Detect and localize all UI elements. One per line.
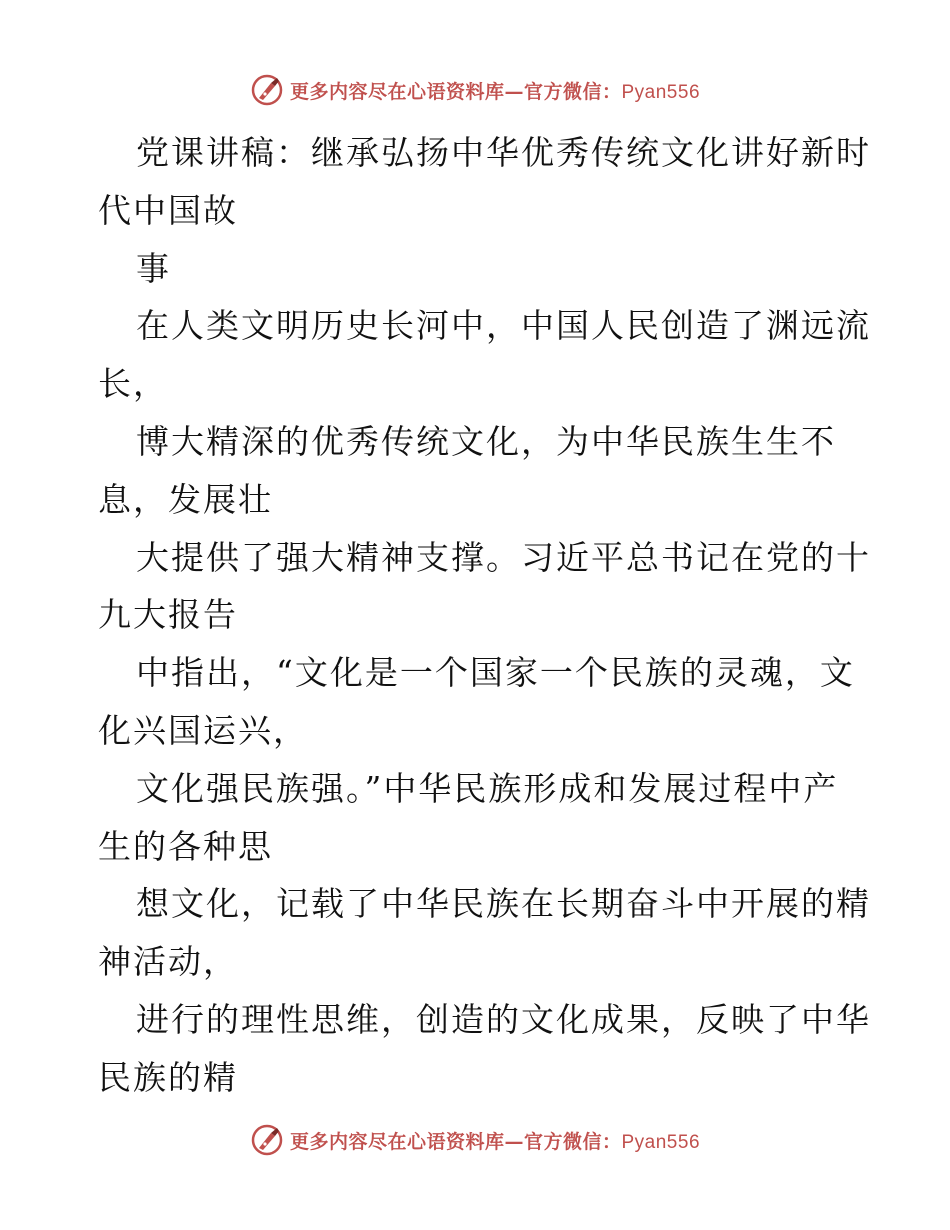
- text-line: 博大精深的优秀传统文化，为中华民族生生不: [136, 421, 836, 461]
- text-line: 息，发展壮: [98, 479, 273, 519]
- footer-banner-text: 更多内容尽在心语资料库—官方微信：Pyan556: [289, 1130, 701, 1153]
- text-line: 代中国故: [98, 190, 238, 230]
- text-line: 神活动，: [98, 942, 238, 982]
- text-line: 党课讲稿：继承弘扬中华优秀传统文化讲好新时: [136, 133, 871, 172]
- header-banner-text: 更多内容尽在心语资料库—官方微信：Pyan556: [289, 80, 701, 103]
- text-line: 进行的理性思维，创造的文化成果，反映了中华: [136, 999, 871, 1039]
- document-body: [98, 124, 871, 1107]
- text-line: 文化强民族强。”中华民族形成和发展过程中产: [136, 768, 839, 808]
- text-line: 中指出，“文化是一个国家一个民族的灵魂，文: [136, 653, 855, 693]
- text-line: 在人类文明历史长河中，中国人民创造了渊远流: [136, 306, 871, 346]
- text-line: 大提供了强大精神支撑。习近平总书记在党的十: [136, 537, 871, 577]
- pen-nib-circle-icon: [250, 1123, 284, 1157]
- text-line: 九大报告: [98, 595, 238, 635]
- header-banner: [0, 70, 950, 110]
- text-line: 民族的精: [98, 1057, 238, 1097]
- text-line: 化兴国运兴，: [98, 710, 308, 750]
- text-line: 生的各种思: [98, 826, 273, 866]
- footer-banner: [0, 1120, 950, 1160]
- pen-nib-circle-icon: [250, 73, 284, 107]
- text-line: 事: [136, 248, 171, 288]
- text-line: 长，: [98, 364, 168, 404]
- text-line: 想文化，记载了中华民族在长期奋斗中开展的精: [136, 884, 871, 924]
